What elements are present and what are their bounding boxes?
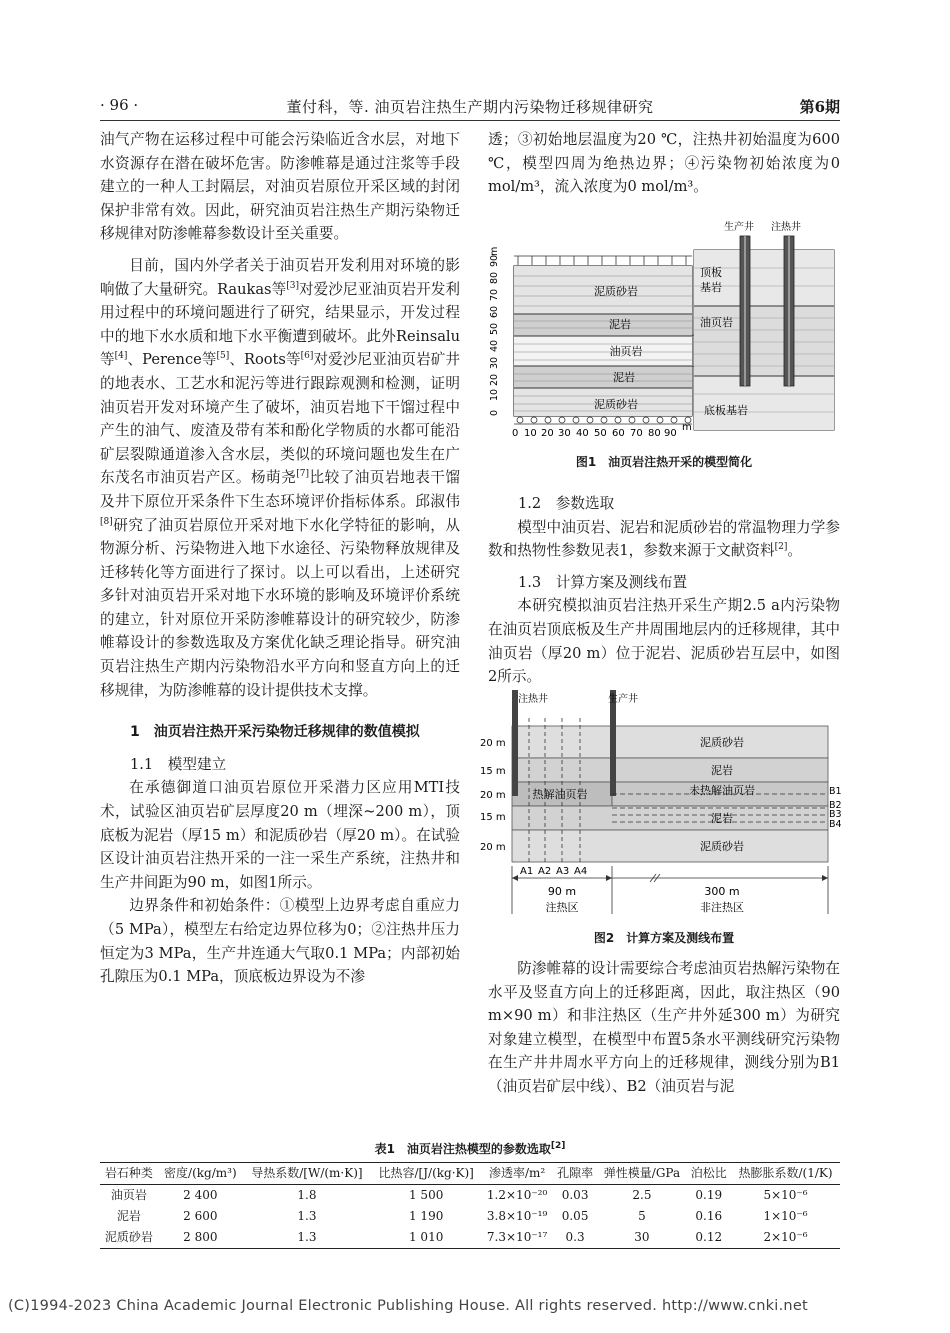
label-sandstone-top: 泥质砂岩	[594, 285, 638, 298]
svg-text:60: 60	[612, 428, 625, 439]
svg-text:80: 80	[648, 428, 661, 439]
svg-text:70: 70	[489, 288, 500, 301]
svg-text:10: 10	[489, 388, 500, 401]
paragraph: 油气产物在运移过程中可能会污染临近含水层，对地下水资源存在潜在破坏危害。防渗帷幕是通过注浆等手段建立的一种人工封隔层，对油页岩原位开采区域的封闭保护非常有效。因此，研究油页岩注热生产期污染物迁移规律对防渗帷幕参数设计至关重要。	[100, 131, 460, 243]
paragraph: 边界条件和初始条件：①模型上边界考虑自重应力（5 MPa），模型左右给定边界位移为0；②注热井压力恒定为3 MPa，生产井连通大气取0.1 MPa；内部初始孔隙压为0.1 MPa，顶底板边界设为不渗	[100, 897, 460, 986]
citation-link[interactable]: [3]	[286, 280, 299, 291]
f2-dim-inj: 90 m	[547, 885, 577, 898]
citation-link[interactable]: [7]	[296, 469, 310, 480]
label-inj-well: 注热井	[771, 222, 801, 233]
svg-text:30: 30	[558, 428, 571, 439]
svg-text:0: 0	[512, 428, 519, 439]
col-header: 热膨胀系数/(1/K)	[731, 1163, 840, 1185]
paragraph: 在承德御道口油页岩原位开采潜力区应用MTI技术，试验区油页岩矿层厚度20 m（埋深~200 m），顶底板为泥岩（厚15 m）和泥质砂岩（厚20 m）。在试验区设计油页岩注热开采的一注一采生产系统，注热井和生产井间距为90 m，如图1所示。	[100, 779, 460, 891]
citation-link[interactable]: [4]	[114, 351, 128, 362]
f2-layer-sandstone-bottom	[512, 830, 828, 862]
f2-label-sandstone-top: 泥质砂岩	[700, 736, 744, 749]
figure-1	[488, 218, 840, 478]
col-header: 渗透率/m²	[481, 1163, 553, 1185]
running-header	[100, 92, 840, 118]
figure-2-caption: 图2 计算方案及测线布置	[593, 931, 735, 945]
figure-2	[478, 690, 840, 924]
paragraph: 防渗帷幕的设计需要综合考虑油页岩热解污染物在水平及竖直方向上的迁移距离，因此，取注热区（90 m×90 m）和非注热区（生产井外延300 m）为研究对象建立模型，在模型中布置5条水平测线研究污染物在生产井井周水平方向上的迁移规律，测线分别为B1（油页岩矿层中线）、B2（油页岩与泥	[488, 960, 840, 1095]
svg-text:10: 10	[524, 428, 537, 439]
svg-text:B3: B3	[829, 809, 842, 820]
f2-label-sandstone-bottom: 泥质砂岩	[700, 840, 744, 853]
citation-link[interactable]: [8]	[100, 516, 113, 527]
figure-2-diagram	[478, 690, 840, 924]
f2-zone-inj: 注热区	[545, 901, 579, 914]
table-1	[100, 1140, 840, 1249]
table-row: 泥岩 2 600 1.3 1 190 3.8×10⁻¹⁹ 0.05 5 0.16 1×10⁻⁶	[116, 1209, 808, 1223]
label-mudstone-bottom: 泥岩	[613, 371, 635, 384]
table-header-row	[100, 1163, 840, 1185]
subsection-heading: 1.1 模型建立	[130, 755, 227, 773]
f2-production-well-icon	[610, 690, 616, 796]
layer-oilshale	[514, 336, 692, 366]
svg-text:90: 90	[664, 428, 677, 439]
svg-text:80: 80	[489, 271, 500, 284]
issue-number: 第6期	[799, 98, 840, 116]
citation-link[interactable]: [6]	[300, 351, 314, 362]
table-row: 油页岩 2 400 1.8 1 500 1.2×10⁻²⁰ 0.03 2.5 0.19 5×10⁻⁶	[110, 1188, 808, 1202]
svg-text:20: 20	[489, 373, 500, 386]
col-header: 弹性模量/GPa	[597, 1163, 686, 1185]
paragraph: 目前，国内外学者关于油页岩开发利用对环境的影响做了大量研究。Raukas等[3]对爱沙尼亚油页岩开发利用过程中的环境问题进行了研究，结果显示，开发过程中的地下水水质和地下水平衡遭到破坏。此外Reinsalu等[4]、Perence等[5]、Roots等[6]对爱沙尼亚油页岩矿井的地表水、工艺水和泥污等进行跟踪观测和检测，证明油页岩开发对环境产生了破坏，油页岩地下干馏过程中产生的油气、废渣及带有苯和酚化学物质的水都可能沿矿层裂隙通道渗入含水层，类似的环境问题也发生在广东茂名市油页岩产区。杨萌尧[7]比较了油页岩地表干馏及井下原位开采条件下生态环境评价指标体系。邱淑伟[8]研究了油页岩原位开采对地下水化学特征的影响，从物源分析、污染物进入地下水途径、污染物释放规律及迁移转化等方面进行了探讨。以上可以看出，上述研究多针对油页岩开采对地下水环境的影响及环境评价系统的建立，针对原位开采防渗帷幕设计的研究较少，防渗帷幕设计的参数选取及方案优化缺乏理论指导。研究油页岩注热生产期内污染物沿水平方向和竖直方向上的迁移规律，为防渗帷幕的设计提供技术支撑。	[100, 256, 460, 699]
svg-text:m: m	[489, 246, 500, 256]
table-row: 泥质砂岩 2 800 1.3 1 010 7.3×10⁻¹⁷ 0.3 30 0.12 2×10⁻⁶	[104, 1230, 808, 1244]
left-column	[100, 128, 460, 989]
svg-text:0: 0	[489, 409, 500, 416]
layer-mudstone-top	[514, 314, 692, 336]
load-arrows	[514, 256, 692, 265]
label-roof-2: 基岩	[700, 281, 722, 294]
right-column-top	[488, 128, 840, 199]
col-header: 泊松比	[687, 1163, 731, 1185]
svg-text:B1: B1	[829, 786, 842, 797]
svg-text:B4: B4	[829, 819, 842, 830]
detail-floor	[694, 376, 834, 430]
horizontal-axis	[512, 422, 692, 439]
subsection-heading: 1.2 参数选取	[518, 495, 615, 512]
f2-label-mudstone-top: 泥岩	[711, 764, 733, 777]
parameter-table	[100, 1162, 840, 1249]
svg-text:20 m: 20 m	[480, 842, 506, 853]
f2-injection-well-icon	[512, 690, 518, 796]
label-prod-well: 生产井	[724, 222, 754, 233]
f2-label-unpyrolyzed: 未热解油页岩	[689, 784, 755, 797]
svg-text:A2: A2	[538, 866, 552, 877]
f2-dim-non: 300 m	[704, 885, 740, 898]
copyright-footer: (C)1994-2023 China Academic Journal Electronic Publishing House. All rights reserved. http://www.cnki.net	[8, 1298, 808, 1314]
label-oilshale: 油页岩	[609, 345, 643, 358]
f2-label-mudstone-bottom: 泥岩	[711, 812, 733, 825]
vertical-axis	[489, 247, 500, 416]
svg-text:50: 50	[594, 428, 607, 439]
svg-text:30: 30	[489, 356, 500, 369]
f2-layer-mudstone-top	[512, 758, 828, 782]
svg-text:A3: A3	[556, 866, 570, 877]
thickness-labels	[480, 738, 506, 853]
svg-text:20: 20	[541, 428, 554, 439]
col-header: 密度/(kg/m³)	[158, 1163, 243, 1185]
f2-zone-non: 非注热区	[700, 901, 744, 914]
svg-text:15 m: 15 m	[480, 812, 506, 823]
citation-link[interactable]: [2]	[774, 542, 788, 553]
svg-text:B2: B2	[829, 800, 842, 811]
f2-layer-mudstone-bottom	[512, 806, 828, 830]
b-line-labels	[829, 786, 842, 830]
col-header: 比热容/[J/(kg·K)]	[371, 1163, 481, 1185]
svg-text:50: 50	[489, 322, 500, 335]
paragraph: 透；③初始地层温度为20 ℃，注热井初始温度为600 ℃，模型四周为绝热边界；④污染物初始浓度为0 mol/m³，流入浓度为0 mol/m³。	[488, 131, 840, 196]
label-roof-1: 顶板	[700, 266, 722, 279]
table-1-caption: 表1 油页岩注热模型的参数选取[2]	[374, 1141, 566, 1156]
citation-link[interactable]: [5]	[216, 351, 230, 362]
svg-text:15 m: 15 m	[480, 766, 506, 777]
svg-text:70: 70	[630, 428, 643, 439]
subsection-heading: 1.3 计算方案及测线布置	[518, 573, 688, 591]
col-header: 导热系数/[W/(m·K)]	[243, 1163, 371, 1185]
f2-label-inj-well: 注热井	[518, 694, 548, 705]
col-header: 孔隙率	[553, 1163, 597, 1185]
header-rule	[100, 120, 840, 121]
col-header: 岩石种类	[100, 1163, 158, 1185]
svg-text:40: 40	[489, 339, 500, 352]
svg-text:A1: A1	[520, 866, 534, 877]
label-mudstone-top: 泥岩	[609, 318, 631, 331]
svg-text:60: 60	[489, 305, 500, 318]
svg-text:m: m	[682, 422, 692, 433]
f2-label-pyrolyzed: 热解油页岩	[532, 788, 588, 801]
layer-mudstone-bottom	[514, 366, 692, 388]
paragraph: 本研究模拟油页岩注热开采生产期2.5 a内污染物在油页岩顶底板及生产井周围地层内的迁移规律，其中油页岩（厚20 m）位于泥岩、泥质砂岩互层中，如图2所示。	[488, 597, 840, 686]
svg-text:20 m: 20 m	[480, 738, 506, 749]
f2-label-prod-well: 生产井	[608, 694, 638, 705]
f2-layer-sandstone-top	[512, 726, 828, 758]
section-heading: 1 油页岩注热开采污染物迁移规律的数值模拟	[130, 724, 420, 741]
svg-text:40: 40	[576, 428, 589, 439]
label-detail-oilshale: 油页岩	[700, 316, 733, 329]
svg-text:90: 90	[489, 254, 500, 267]
paragraph: 模型中油页岩、泥岩和泥质砂岩的常温物理力学参数和热物性参数见表1，参数来源于文献资料[2]。	[488, 518, 840, 560]
running-title: 董付科，等. 油页岩注热生产期内污染物迁移规律研究	[286, 98, 654, 116]
label-floor: 底板基岩	[704, 404, 748, 417]
figure-1-caption: 图1 油页岩注热开采的模型简化	[575, 455, 753, 469]
label-sandstone-bottom: 泥质砂岩	[594, 398, 638, 411]
svg-text:20 m: 20 m	[480, 790, 506, 801]
right-column-middle	[488, 484, 840, 689]
right-column-bottom	[488, 957, 840, 1099]
bottom-supports	[514, 417, 692, 424]
page-number: · 96 ·	[100, 96, 139, 114]
svg-text:A4: A4	[574, 866, 588, 877]
a-line-labels	[520, 866, 587, 877]
figure-1-diagram	[488, 218, 840, 478]
citation-link[interactable]: [2]	[550, 1141, 566, 1151]
